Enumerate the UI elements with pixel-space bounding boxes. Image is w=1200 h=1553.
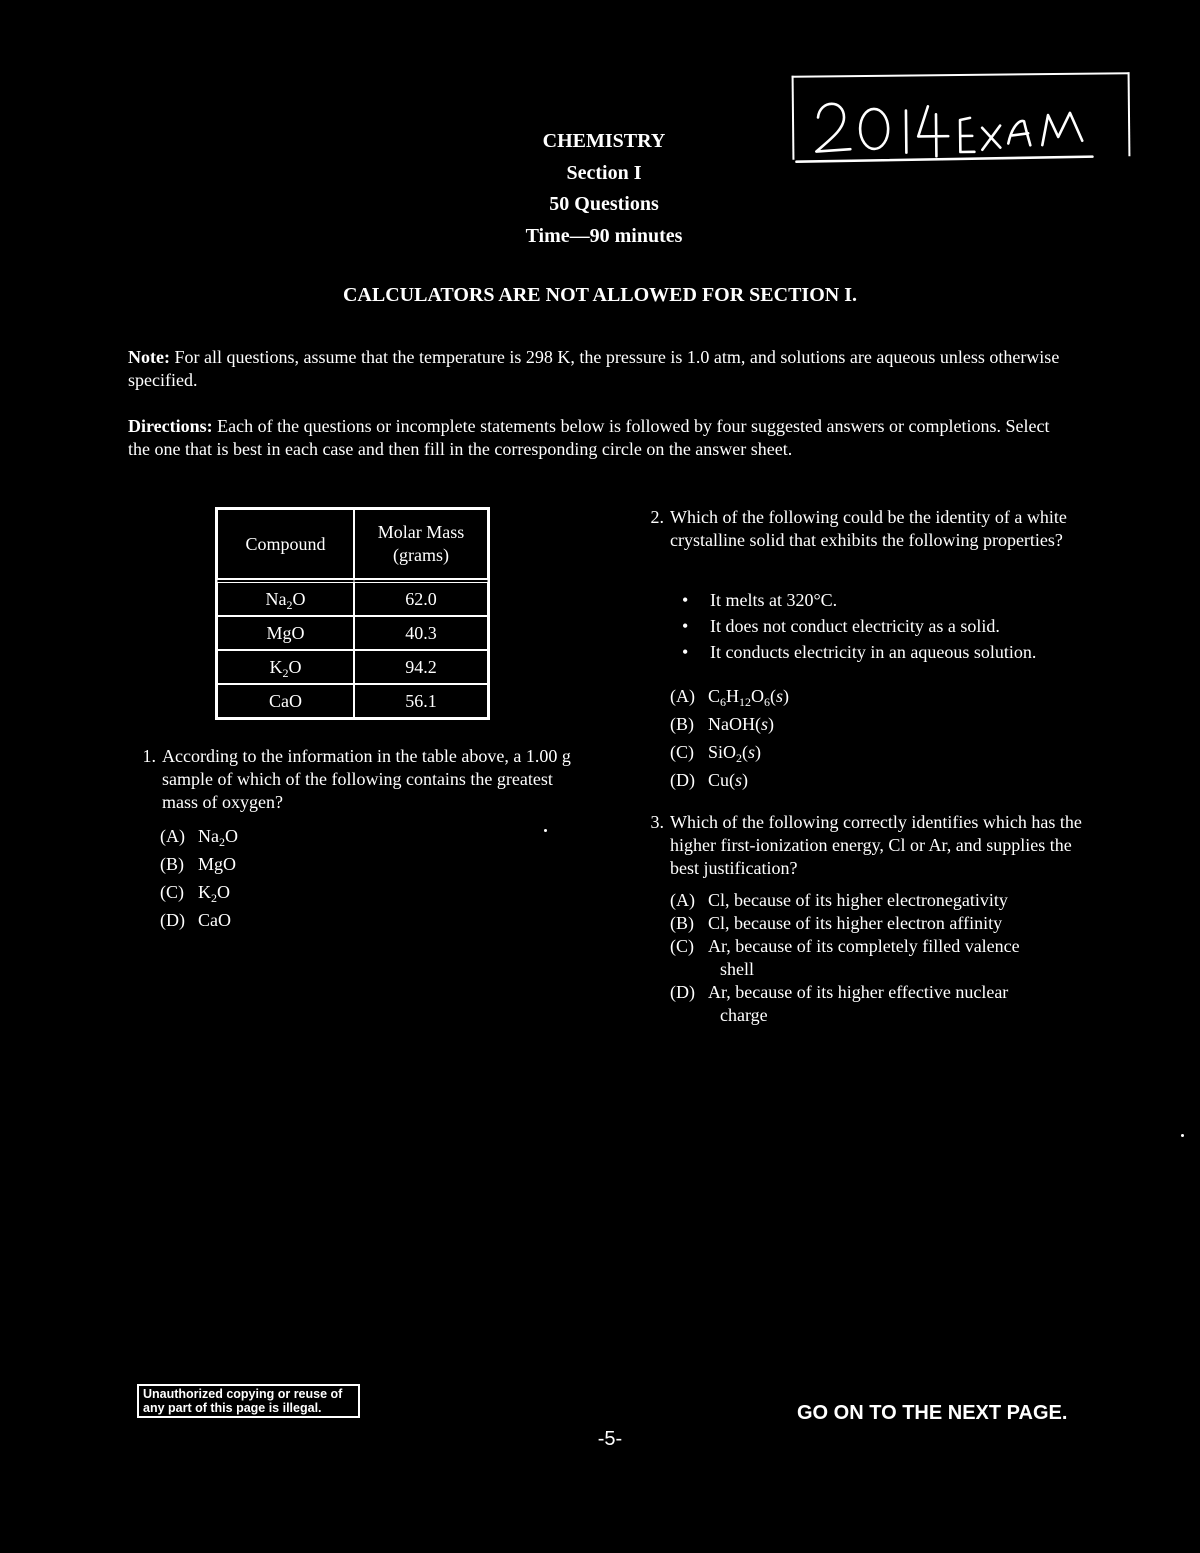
scan-speck	[544, 829, 547, 832]
answer-option-c[interactable]: (C) $K_2O$	[160, 882, 230, 905]
directions-paragraph	[128, 415, 1068, 461]
question-3-options	[670, 889, 1020, 1027]
copyright-notice-box	[137, 1384, 360, 1418]
answer-option-c[interactable]: (C) SiO$_2$(s)	[670, 742, 762, 765]
list-item: • It melts at 320°C.	[670, 587, 1100, 613]
page-number: -5-	[597, 1428, 623, 1450]
answer-option-a[interactable]: (A) $Na_2O$	[160, 826, 238, 849]
question-text: Which of the following could be the identity of a white crystalline solid that exhibits the following properties?	[670, 507, 1067, 550]
next-page-instruction: GO ON TO THE NEXT PAGE.	[797, 1402, 1068, 1424]
scan-speck	[1181, 1134, 1184, 1137]
table-row	[217, 579, 488, 616]
compound-cell: CaO	[217, 684, 354, 718]
properties-list-container	[670, 587, 1100, 665]
list-item: • It does not conduct electricity as a solid.	[670, 613, 1100, 639]
table-row	[217, 616, 488, 650]
answer-option-b[interactable]: (B) MgO	[160, 854, 237, 874]
answer-option-a[interactable]: (A) $C_6H_{12}O_6(s)$	[670, 686, 790, 709]
subject-title: CHEMISTRY	[542, 130, 666, 152]
answer-option-d[interactable]: (D) Cu(s)	[670, 770, 749, 790]
note-paragraph	[128, 346, 1068, 392]
compound-cell: $K_2O$	[217, 650, 354, 684]
directions-text: Each of the questions or incomplete statements below is followed by four suggested answers or completions. Select the one that is best in each case and then fill in the corresponding circle on the answer sheet.	[128, 416, 1050, 459]
question-1-options	[160, 822, 238, 934]
answer-option-b[interactable]: (B) NaOH(s)	[670, 714, 774, 734]
answer-option-b[interactable]: (B) Cl, because of its higher electron affinity	[670, 913, 1003, 933]
table-row	[217, 650, 488, 684]
answer-option-a[interactable]: (A) Cl, because of its higher electronegativity	[670, 890, 1008, 910]
question-text: Which of the following correctly identifies which has the higher first-ionization energy, Cl or Ar, and supplies the best justification?	[670, 812, 1082, 878]
question-number: 2.	[650, 507, 664, 527]
handwritten-2014-exam-drawing	[794, 74, 1129, 163]
compound-cell: $Na_2O$	[217, 579, 354, 616]
note-label: Note:	[128, 347, 170, 367]
table-row	[217, 684, 488, 718]
question-number: 1.	[142, 746, 156, 766]
molar-mass-header-line2: (grams)	[393, 545, 449, 565]
section-title: Section I	[566, 161, 642, 184]
copyright-line-2: any part of this page is illegal.	[143, 1401, 322, 1415]
table-header-row	[217, 509, 488, 579]
compound-column-header: Compound	[217, 509, 354, 579]
answer-option-d[interactable]: (D) CaO	[160, 910, 231, 930]
time-limit: Time—90 minutes	[525, 224, 683, 247]
question-text: According to the information in the table above, a 1.00 g sample of which of the following contains the greatest mass of oxygen?	[162, 746, 571, 812]
question-number: 3.	[650, 812, 664, 832]
mass-cell: 94.2	[354, 650, 488, 684]
list-item: • It conducts electricity in an aqueous solution.	[670, 639, 1100, 665]
section-header	[400, 126, 808, 252]
question-2-options	[670, 682, 789, 794]
answer-option-c[interactable]: (C) Ar, because of its completely filled valence shell	[670, 936, 1020, 979]
compound-cell: MgO	[217, 616, 354, 650]
molar-mass-column-header	[354, 509, 488, 579]
calculator-notice: CALCULATORS ARE NOT ALLOWED FOR SECTION I.	[342, 284, 857, 306]
molar-mass-table	[215, 507, 490, 720]
properties-list	[670, 587, 1100, 665]
mass-cell: 56.1	[354, 684, 488, 718]
mass-cell: 40.3	[354, 616, 488, 650]
molar-mass-header-line1: Molar Mass	[377, 522, 465, 542]
mass-cell: 62.0	[354, 579, 488, 616]
question-count: 50 Questions	[549, 193, 659, 215]
directions-label: Directions:	[128, 416, 213, 436]
note-text: For all questions, assume that the temperature is 298 K, the pressure is 1.0 atm, and solutions are aqueous unless otherwise specified.	[128, 347, 1060, 390]
copyright-line-1: Unauthorized copying or reuse of	[143, 1387, 343, 1401]
handwritten-exam-year-stamp	[792, 72, 1131, 160]
answer-option-d[interactable]: (D) Ar, because of its higher effective nuclear charge	[670, 982, 1009, 1025]
